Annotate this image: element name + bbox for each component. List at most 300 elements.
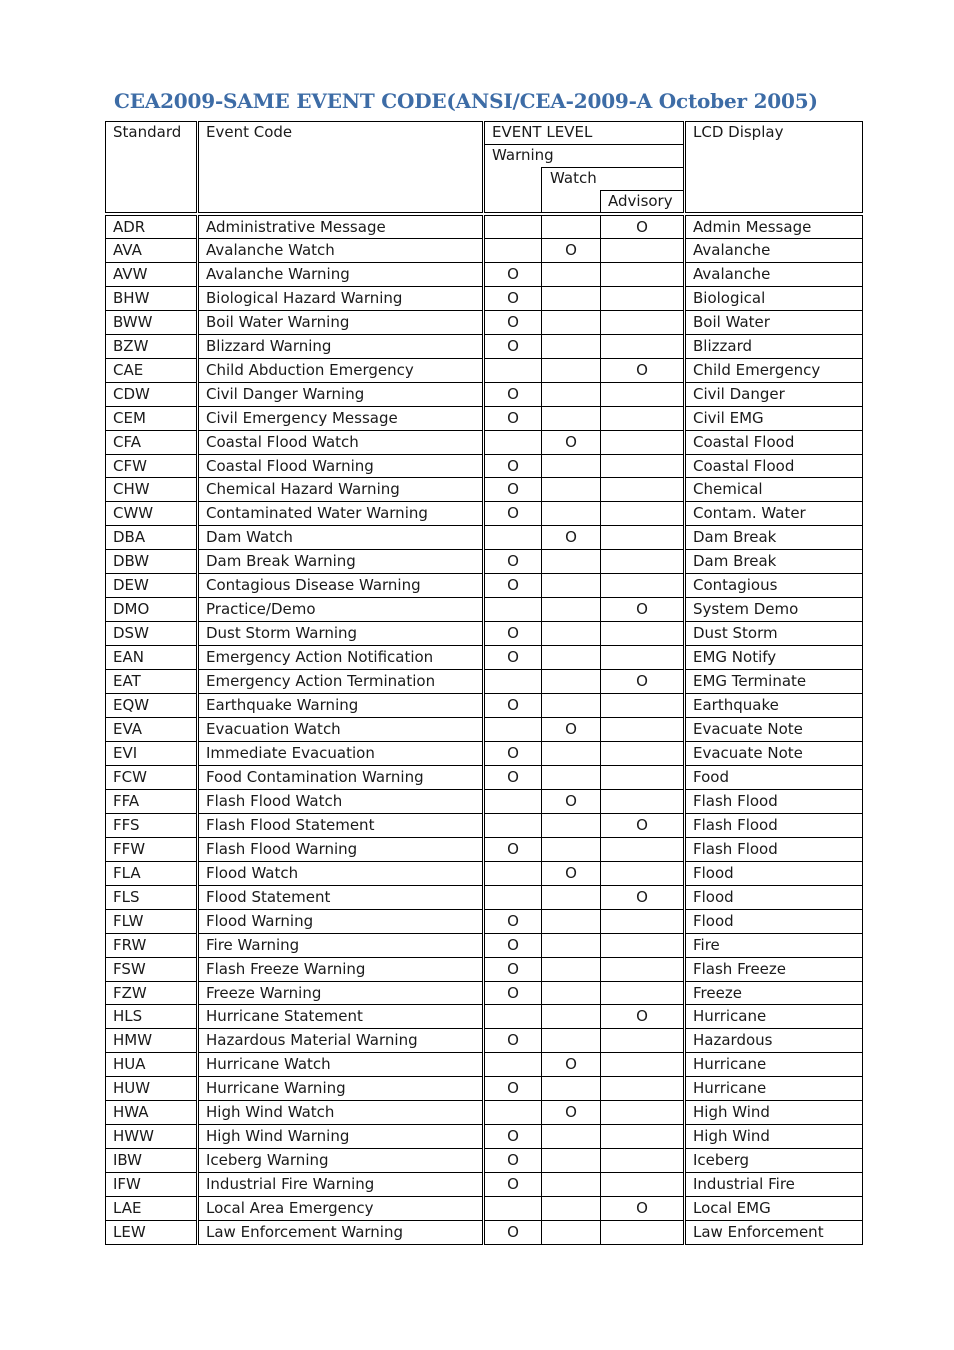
table-body: [105, 215, 863, 1245]
event-code-cell: Child Abduction Emergency: [198, 359, 483, 383]
standard-code-cell: FFW: [105, 838, 197, 862]
watch-cell: [541, 383, 601, 407]
advisory-cell: [600, 838, 684, 862]
table-row: [105, 1053, 863, 1077]
warning-cell: O: [484, 1173, 542, 1197]
watch-cell: [541, 1197, 601, 1221]
event-code-cell: Administrative Message: [198, 215, 483, 239]
table-row: [105, 1029, 863, 1053]
standard-code-cell: CWW: [105, 502, 197, 526]
table-row: [105, 646, 863, 670]
event-code-cell: Contaminated Water Warning: [198, 502, 483, 526]
table-row: [105, 718, 863, 742]
advisory-cell: [600, 694, 684, 718]
watch-cell: [541, 407, 601, 431]
watch-cell: [541, 550, 601, 574]
lcd-display-cell: Food: [685, 766, 863, 790]
advisory-cell: [600, 502, 684, 526]
header-event-level: EVENT LEVEL: [492, 123, 593, 141]
watch-cell: [541, 646, 601, 670]
event-code-cell: Law Enforcement Warning: [198, 1221, 483, 1245]
watch-cell: [541, 1125, 601, 1149]
standard-code-cell: HWA: [105, 1101, 197, 1125]
table-row: [105, 934, 863, 958]
advisory-cell: [600, 1101, 684, 1125]
watch-cell: [541, 910, 601, 934]
event-code-cell: Evacuation Watch: [198, 718, 483, 742]
event-code-cell: Immediate Evacuation: [198, 742, 483, 766]
standard-code-cell: HMW: [105, 1029, 197, 1053]
standard-code-cell: CFW: [105, 455, 197, 479]
watch-cell: O: [541, 239, 601, 263]
standard-code-cell: BWW: [105, 311, 197, 335]
watch-cell: [541, 982, 601, 1006]
advisory-cell: [600, 790, 684, 814]
lcd-display-cell: Flash Flood: [685, 790, 863, 814]
advisory-cell: [600, 1221, 684, 1245]
standard-code-cell: CDW: [105, 383, 197, 407]
event-code-cell: Flash Freeze Warning: [198, 958, 483, 982]
watch-cell: [541, 502, 601, 526]
advisory-cell: [600, 574, 684, 598]
warning-cell: O: [484, 838, 542, 862]
warning-cell: O: [484, 383, 542, 407]
lcd-display-cell: Dam Break: [685, 550, 863, 574]
advisory-cell: [600, 622, 684, 646]
table-row: [105, 383, 863, 407]
watch-cell: [541, 287, 601, 311]
watch-cell: [541, 1221, 601, 1245]
watch-cell: [541, 359, 601, 383]
standard-code-cell: IBW: [105, 1149, 197, 1173]
lcd-display-cell: High Wind: [685, 1101, 863, 1125]
standard-code-cell: DBW: [105, 550, 197, 574]
standard-code-cell: FFS: [105, 814, 197, 838]
table-row: [105, 335, 863, 359]
advisory-cell: [600, 934, 684, 958]
event-code-cell: High Wind Warning: [198, 1125, 483, 1149]
event-code-cell: Chemical Hazard Warning: [198, 478, 483, 502]
advisory-cell: [600, 478, 684, 502]
event-code-cell: Flash Flood Warning: [198, 838, 483, 862]
advisory-cell: [600, 1173, 684, 1197]
table-row: [105, 550, 863, 574]
watch-cell: [541, 1077, 601, 1101]
table-row: [105, 1197, 863, 1221]
lcd-display-cell: Flash Flood: [685, 814, 863, 838]
header-standard: Standard: [113, 123, 182, 141]
table-row: [105, 1005, 863, 1029]
lcd-display-cell: Hurricane: [685, 1077, 863, 1101]
table-row: [105, 1173, 863, 1197]
advisory-cell: [600, 982, 684, 1006]
table-row: [105, 502, 863, 526]
warning-cell: O: [484, 574, 542, 598]
event-code-cell: Civil Danger Warning: [198, 383, 483, 407]
warning-cell: [484, 1101, 542, 1125]
warning-cell: O: [484, 1077, 542, 1101]
standard-code-cell: BHW: [105, 287, 197, 311]
event-code-cell: Local Area Emergency: [198, 1197, 483, 1221]
standard-code-cell: HUW: [105, 1077, 197, 1101]
warning-cell: O: [484, 287, 542, 311]
event-code-cell: Emergency Action Termination: [198, 670, 483, 694]
table-row: [105, 1149, 863, 1173]
watch-cell: O: [541, 526, 601, 550]
lcd-display-cell: Dust Storm: [685, 622, 863, 646]
table-row: [105, 766, 863, 790]
warning-cell: O: [484, 407, 542, 431]
advisory-cell: [600, 455, 684, 479]
warning-cell: [484, 1005, 542, 1029]
watch-cell: [541, 742, 601, 766]
lcd-display-cell: Freeze: [685, 982, 863, 1006]
standard-code-cell: LAE: [105, 1197, 197, 1221]
lcd-display-cell: Coastal Flood: [685, 431, 863, 455]
lcd-display-cell: EMG Notify: [685, 646, 863, 670]
standard-code-cell: CAE: [105, 359, 197, 383]
watch-cell: [541, 215, 601, 239]
lcd-display-cell: EMG Terminate: [685, 670, 863, 694]
table-row: [105, 215, 863, 239]
warning-cell: [484, 1197, 542, 1221]
standard-code-cell: DMO: [105, 598, 197, 622]
watch-cell: [541, 1029, 601, 1053]
table-row: [105, 982, 863, 1006]
standard-code-cell: FSW: [105, 958, 197, 982]
lcd-display-cell: System Demo: [685, 598, 863, 622]
standard-code-cell: FLS: [105, 886, 197, 910]
warning-cell: [484, 814, 542, 838]
table-row: [105, 862, 863, 886]
standard-code-cell: ADR: [105, 215, 197, 239]
event-code-cell: Freeze Warning: [198, 982, 483, 1006]
event-code-cell: Flood Statement: [198, 886, 483, 910]
table-row: [105, 455, 863, 479]
watch-cell: O: [541, 790, 601, 814]
standard-code-cell: DBA: [105, 526, 197, 550]
standard-code-cell: CHW: [105, 478, 197, 502]
warning-cell: O: [484, 311, 542, 335]
warning-cell: [484, 598, 542, 622]
advisory-cell: [600, 407, 684, 431]
watch-cell: [541, 455, 601, 479]
watch-cell: [541, 574, 601, 598]
standard-code-cell: CFA: [105, 431, 197, 455]
warning-cell: [484, 215, 542, 239]
lcd-display-cell: Flood: [685, 886, 863, 910]
watch-cell: [541, 670, 601, 694]
event-code-cell: Avalanche Warning: [198, 263, 483, 287]
warning-cell: O: [484, 1149, 542, 1173]
header-event-code: Event Code: [206, 123, 293, 141]
warning-cell: O: [484, 742, 542, 766]
lcd-display-cell: Dam Break: [685, 526, 863, 550]
advisory-cell: O: [600, 814, 684, 838]
watch-cell: [541, 1173, 601, 1197]
warning-cell: O: [484, 982, 542, 1006]
table-row: [105, 814, 863, 838]
warning-cell: O: [484, 646, 542, 670]
watch-cell: [541, 335, 601, 359]
standard-code-cell: EVA: [105, 718, 197, 742]
advisory-cell: [600, 431, 684, 455]
table-row: [105, 1221, 863, 1245]
advisory-cell: [600, 287, 684, 311]
event-code-cell: High Wind Watch: [198, 1101, 483, 1125]
advisory-cell: [600, 718, 684, 742]
page-title: CEA2009-SAME EVENT CODE(ANSI/CEA-2009-A October 2005): [114, 89, 818, 113]
event-code-cell: Avalanche Watch: [198, 239, 483, 263]
warning-cell: [484, 670, 542, 694]
standard-code-cell: DEW: [105, 574, 197, 598]
advisory-cell: [600, 742, 684, 766]
event-code-cell: Food Contamination Warning: [198, 766, 483, 790]
advisory-cell: O: [600, 1005, 684, 1029]
header-watch: Watch: [550, 169, 597, 187]
table-row: [105, 263, 863, 287]
lcd-display-cell: Flood: [685, 862, 863, 886]
event-code-cell: Coastal Flood Watch: [198, 431, 483, 455]
advisory-cell: [600, 910, 684, 934]
header-advisory: Advisory: [608, 192, 673, 210]
warning-cell: O: [484, 766, 542, 790]
advisory-cell: [600, 1077, 684, 1101]
table-row: [105, 910, 863, 934]
event-code-cell: Flood Warning: [198, 910, 483, 934]
standard-code-cell: HLS: [105, 1005, 197, 1029]
event-code-cell: Biological Hazard Warning: [198, 287, 483, 311]
watch-cell: O: [541, 1053, 601, 1077]
table-row: [105, 1077, 863, 1101]
lcd-display-cell: Child Emergency: [685, 359, 863, 383]
lcd-display-cell: Flash Freeze: [685, 958, 863, 982]
warning-cell: [484, 1053, 542, 1077]
lcd-display-cell: Hazardous: [685, 1029, 863, 1053]
watch-cell: [541, 838, 601, 862]
warning-cell: O: [484, 478, 542, 502]
advisory-cell: [600, 311, 684, 335]
warning-cell: [484, 790, 542, 814]
lcd-display-cell: Boil Water: [685, 311, 863, 335]
event-code-cell: Civil Emergency Message: [198, 407, 483, 431]
lcd-display-cell: Flash Flood: [685, 838, 863, 862]
event-code-cell: Emergency Action Notification: [198, 646, 483, 670]
standard-code-cell: FRW: [105, 934, 197, 958]
watch-cell: O: [541, 1101, 601, 1125]
warning-cell: O: [484, 1221, 542, 1245]
lcd-display-cell: Evacuate Note: [685, 718, 863, 742]
standard-code-cell: LEW: [105, 1221, 197, 1245]
divider: [541, 167, 542, 213]
lcd-display-cell: Biological: [685, 287, 863, 311]
standard-code-cell: BZW: [105, 335, 197, 359]
event-code-table: [105, 121, 863, 1245]
table-row: [105, 574, 863, 598]
event-code-cell: Flash Flood Watch: [198, 790, 483, 814]
standard-code-cell: HUA: [105, 1053, 197, 1077]
event-code-cell: Dam Break Warning: [198, 550, 483, 574]
advisory-cell: [600, 526, 684, 550]
table-row: [105, 359, 863, 383]
watch-cell: [541, 814, 601, 838]
event-code-cell: Industrial Fire Warning: [198, 1173, 483, 1197]
advisory-cell: [600, 383, 684, 407]
watch-cell: O: [541, 431, 601, 455]
watch-cell: O: [541, 718, 601, 742]
lcd-display-cell: Flood: [685, 910, 863, 934]
advisory-cell: [600, 1125, 684, 1149]
lcd-display-cell: Fire: [685, 934, 863, 958]
lcd-display-cell: Avalanche: [685, 239, 863, 263]
table-row: [105, 670, 863, 694]
watch-cell: [541, 958, 601, 982]
event-code-cell: Hazardous Material Warning: [198, 1029, 483, 1053]
advisory-cell: [600, 646, 684, 670]
standard-code-cell: FZW: [105, 982, 197, 1006]
event-code-cell: Dam Watch: [198, 526, 483, 550]
watch-cell: [541, 598, 601, 622]
warning-cell: [484, 718, 542, 742]
table-row: [105, 526, 863, 550]
event-code-cell: Fire Warning: [198, 934, 483, 958]
warning-cell: O: [484, 694, 542, 718]
advisory-cell: [600, 1029, 684, 1053]
warning-cell: O: [484, 455, 542, 479]
warning-cell: O: [484, 910, 542, 934]
standard-code-cell: FCW: [105, 766, 197, 790]
standard-code-cell: FLA: [105, 862, 197, 886]
lcd-display-cell: Evacuate Note: [685, 742, 863, 766]
lcd-display-cell: Coastal Flood: [685, 455, 863, 479]
watch-cell: [541, 311, 601, 335]
lcd-display-cell: Admin Message: [685, 215, 863, 239]
watch-cell: [541, 766, 601, 790]
advisory-cell: O: [600, 598, 684, 622]
header-warning: Warning: [492, 146, 554, 164]
table-row: [105, 239, 863, 263]
warning-cell: [484, 886, 542, 910]
table-row: [105, 958, 863, 982]
lcd-display-cell: Civil EMG: [685, 407, 863, 431]
warning-cell: [484, 239, 542, 263]
table-row: [105, 311, 863, 335]
lcd-display-cell: Iceberg: [685, 1149, 863, 1173]
lcd-display-cell: Earthquake: [685, 694, 863, 718]
table-header: [105, 121, 863, 213]
standard-code-cell: CEM: [105, 407, 197, 431]
warning-cell: O: [484, 263, 542, 287]
watch-cell: O: [541, 862, 601, 886]
advisory-cell: [600, 239, 684, 263]
watch-cell: [541, 886, 601, 910]
advisory-cell: [600, 1149, 684, 1173]
header-lcd-display: LCD Display: [693, 123, 784, 141]
advisory-cell: [600, 1053, 684, 1077]
advisory-cell: O: [600, 359, 684, 383]
table-row: [105, 1101, 863, 1125]
table-row: [105, 598, 863, 622]
lcd-display-cell: Hurricane: [685, 1005, 863, 1029]
table-row: [105, 838, 863, 862]
warning-cell: O: [484, 502, 542, 526]
table-row: [105, 790, 863, 814]
table-row: [105, 694, 863, 718]
event-code-cell: Earthquake Warning: [198, 694, 483, 718]
advisory-cell: [600, 766, 684, 790]
lcd-display-cell: Contagious: [685, 574, 863, 598]
warning-cell: O: [484, 622, 542, 646]
event-code-cell: Dust Storm Warning: [198, 622, 483, 646]
standard-code-cell: EQW: [105, 694, 197, 718]
watch-cell: [541, 478, 601, 502]
watch-cell: [541, 1005, 601, 1029]
standard-code-cell: FFA: [105, 790, 197, 814]
event-code-cell: Flash Flood Statement: [198, 814, 483, 838]
standard-code-cell: EVI: [105, 742, 197, 766]
event-code-cell: Flood Watch: [198, 862, 483, 886]
lcd-display-cell: Law Enforcement: [685, 1221, 863, 1245]
advisory-cell: [600, 550, 684, 574]
watch-cell: [541, 694, 601, 718]
lcd-display-cell: Hurricane: [685, 1053, 863, 1077]
table-row: [105, 407, 863, 431]
watch-cell: [541, 622, 601, 646]
lcd-display-cell: Blizzard: [685, 335, 863, 359]
standard-code-cell: IFW: [105, 1173, 197, 1197]
event-code-cell: Hurricane Warning: [198, 1077, 483, 1101]
standard-code-cell: FLW: [105, 910, 197, 934]
event-code-cell: Practice/Demo: [198, 598, 483, 622]
watch-cell: [541, 263, 601, 287]
standard-code-cell: AVA: [105, 239, 197, 263]
event-code-cell: Boil Water Warning: [198, 311, 483, 335]
advisory-cell: O: [600, 670, 684, 694]
advisory-cell: O: [600, 1197, 684, 1221]
table-row: [105, 431, 863, 455]
table-row: [105, 622, 863, 646]
event-code-cell: Hurricane Watch: [198, 1053, 483, 1077]
watch-cell: [541, 934, 601, 958]
warning-cell: [484, 431, 542, 455]
table-row: [105, 287, 863, 311]
divider: [600, 190, 601, 213]
event-code-cell: Hurricane Statement: [198, 1005, 483, 1029]
advisory-cell: [600, 958, 684, 982]
table-row: [105, 478, 863, 502]
lcd-display-cell: Local EMG: [685, 1197, 863, 1221]
lcd-display-cell: Chemical: [685, 478, 863, 502]
standard-code-cell: DSW: [105, 622, 197, 646]
warning-cell: O: [484, 934, 542, 958]
lcd-display-cell: Contam. Water: [685, 502, 863, 526]
advisory-cell: [600, 862, 684, 886]
standard-code-cell: EAT: [105, 670, 197, 694]
warning-cell: O: [484, 958, 542, 982]
warning-cell: [484, 862, 542, 886]
standard-code-cell: HWW: [105, 1125, 197, 1149]
warning-cell: O: [484, 1029, 542, 1053]
advisory-cell: O: [600, 886, 684, 910]
event-code-cell: Coastal Flood Warning: [198, 455, 483, 479]
warning-cell: O: [484, 550, 542, 574]
warning-cell: [484, 359, 542, 383]
advisory-cell: [600, 263, 684, 287]
lcd-display-cell: Avalanche: [685, 263, 863, 287]
table-row: [105, 886, 863, 910]
lcd-display-cell: Civil Danger: [685, 383, 863, 407]
event-code-cell: Blizzard Warning: [198, 335, 483, 359]
